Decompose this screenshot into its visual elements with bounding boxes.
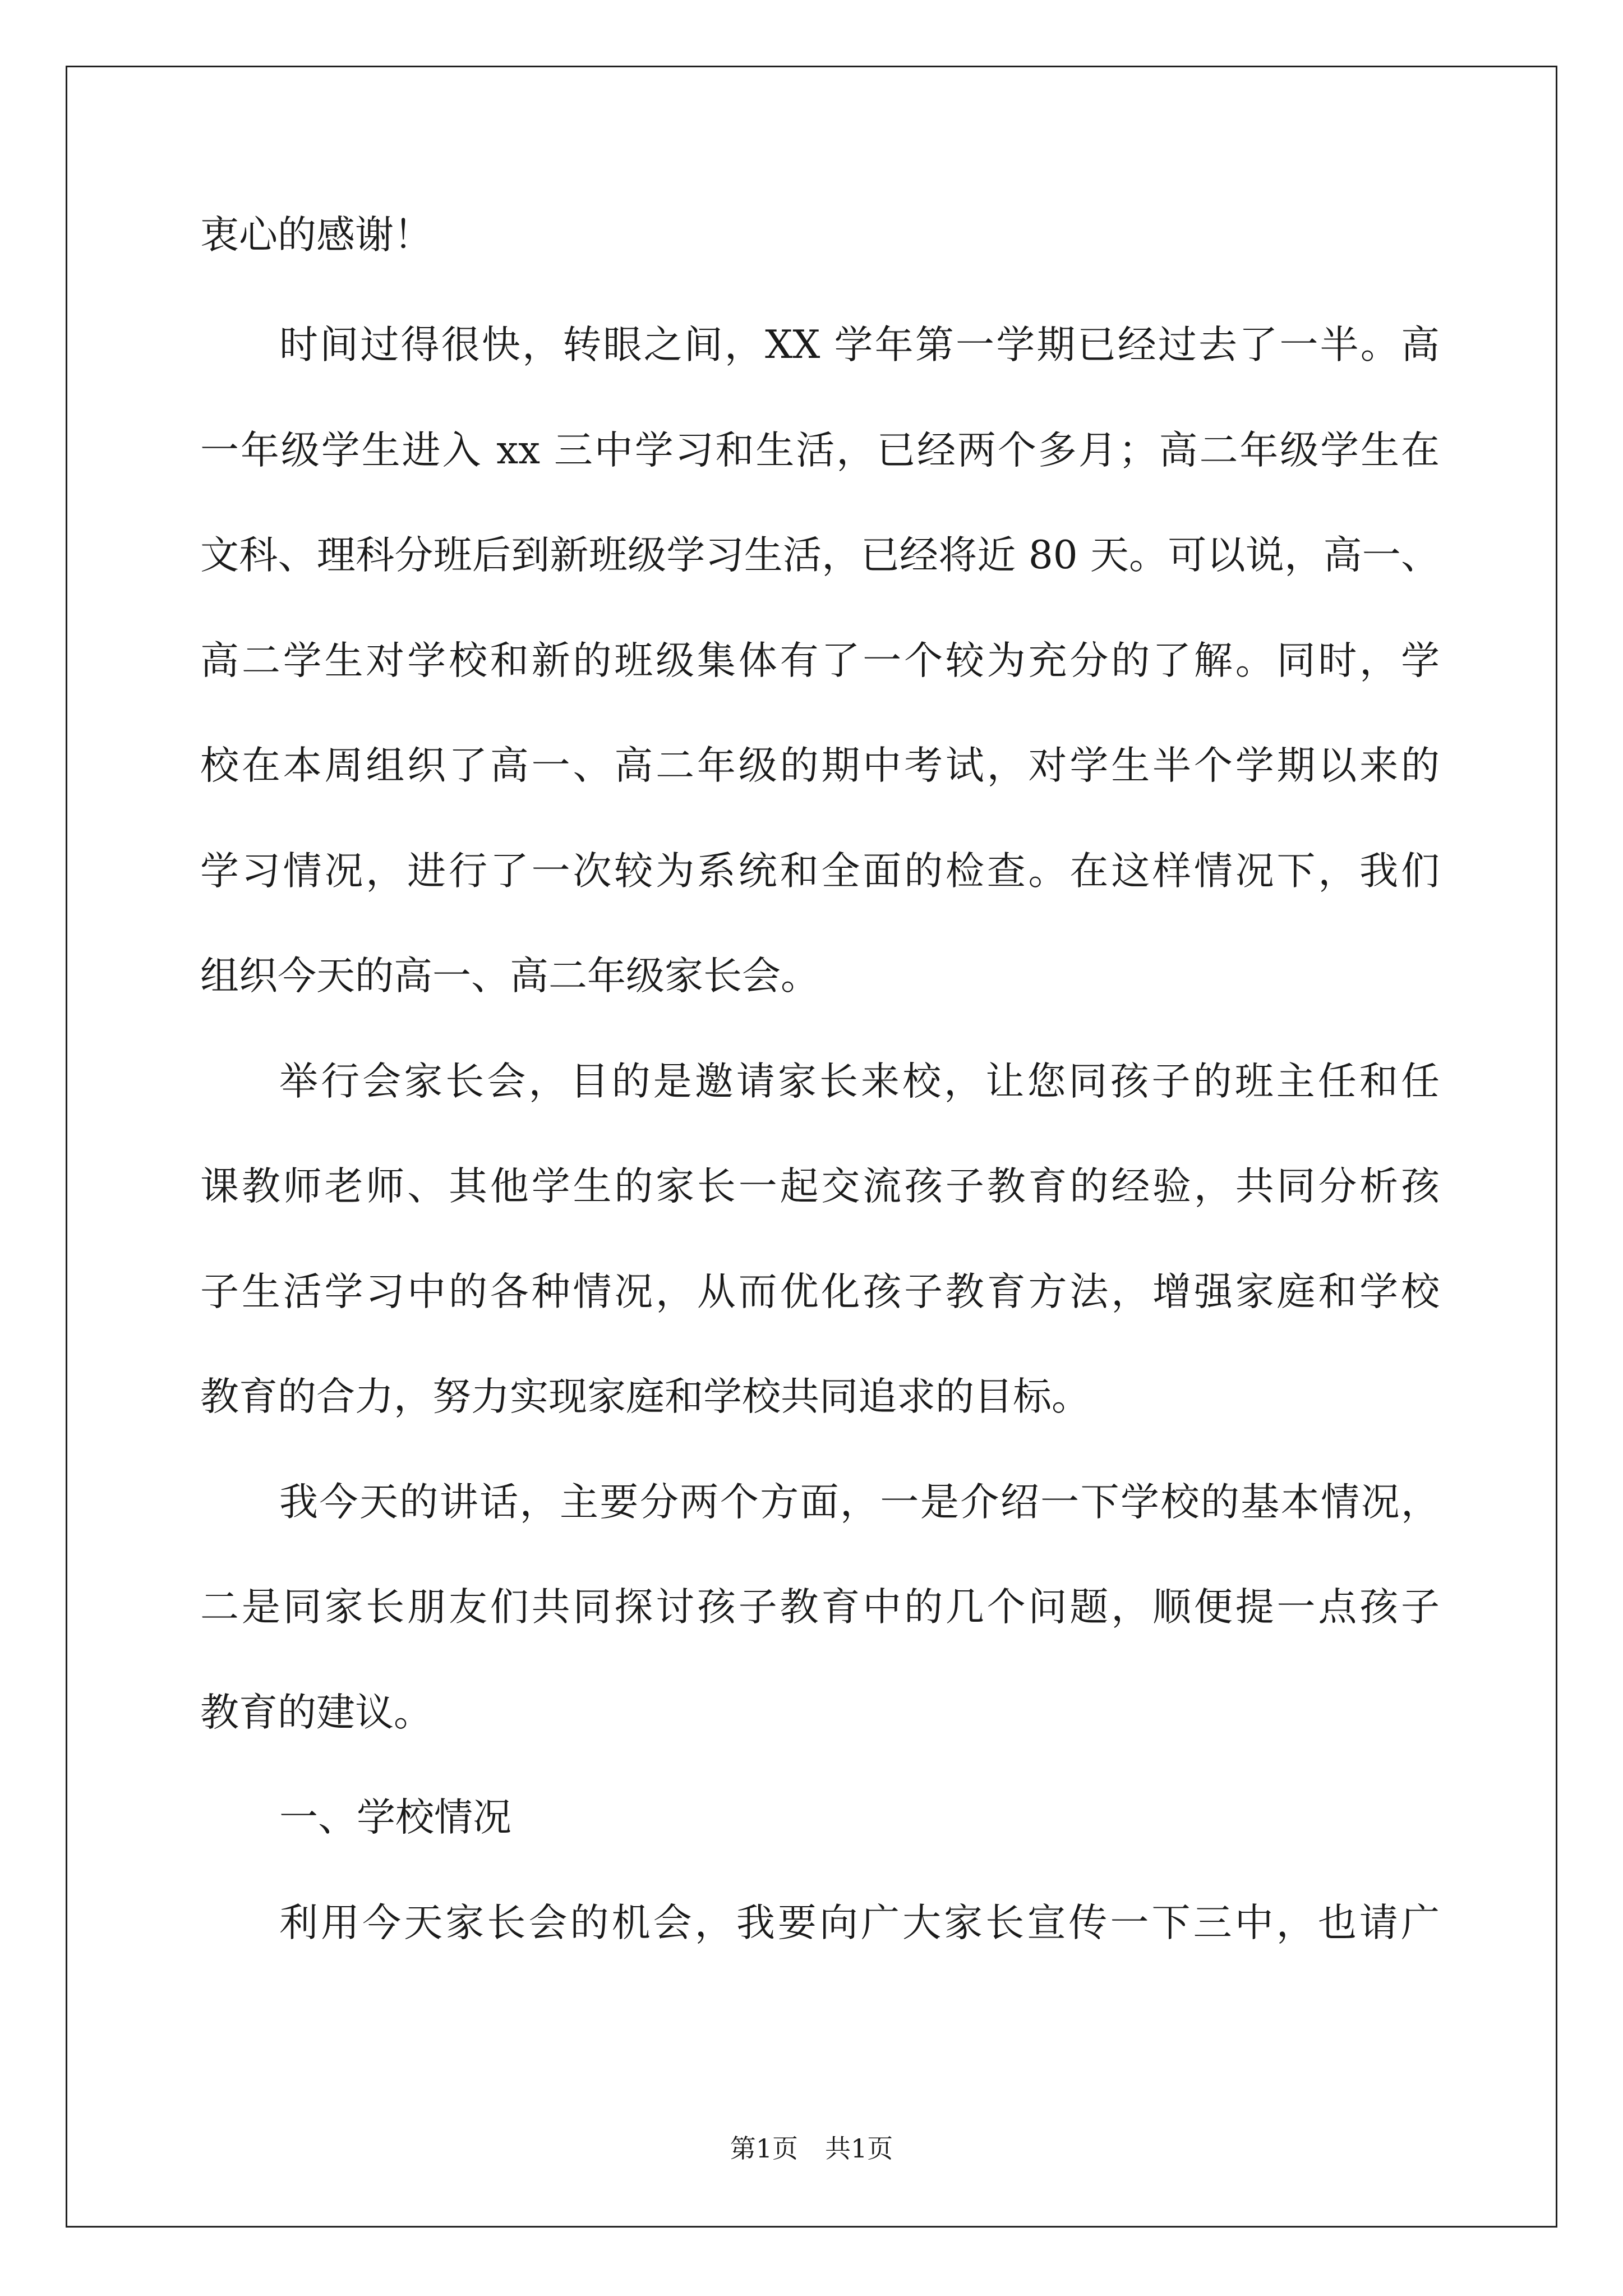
text-line: 校在本周组织了高一、高二年级的期中考试，对学生半个学期以来的	[200, 743, 1440, 788]
text-line: 子生活学习中的各种情况，从而优化孩子教育方法，增强家庭和学校	[200, 1269, 1440, 1314]
text-line: 利用今天家长会的机会，我要向广大家长宣传一下三中，也请广	[279, 1901, 1440, 1945]
text-line: 高二学生对学校和新的班级集体有了一个较为充分的了解。同时，学	[200, 638, 1440, 683]
page-total: 共1页	[825, 2133, 893, 2164]
text-line: 教育的建议。	[200, 1690, 432, 1735]
text-line: 课教师老师、其他学生的家长一起交流孩子教育的经验，共同分析孩	[200, 1164, 1440, 1209]
text-line: 一年级学生进入 xx 三中学习和生活，已经两个多月；高二年级学生在	[200, 428, 1440, 473]
page-number: 第1页	[730, 2133, 798, 2164]
text-line: 教育的合力，努力实现家庭和学校共同追求的目标。	[200, 1374, 1090, 1419]
text-line: 组织今天的高一、高二年级家长会。	[200, 954, 819, 999]
text-line: 二是同家长朋友们共同探讨孩子教育中的几个问题，顺便提一点孩子	[200, 1585, 1440, 1630]
text-line: 文科、理科分班后到新班级学习生活，已经将近 80 天。可以说，高一、	[200, 533, 1440, 578]
text-line: 衷心的感谢！	[200, 213, 432, 257]
text-line: 时间过得很快，转眼之间，XX 学年第一学期已经过去了一半。高	[279, 323, 1440, 367]
text-line: 学习情况，进行了一次较为系统和全面的检查。在这样情况下，我们	[200, 849, 1440, 894]
section-heading: 一、学校情况	[279, 1795, 511, 1840]
page-footer	[0, 2132, 1623, 2165]
text-line: 举行会家长会，目的是邀请家长来校，让您同孩子的班主任和任	[279, 1059, 1440, 1104]
text-line: 我今天的讲话，主要分两个方面，一是介绍一下学校的基本情况，	[279, 1480, 1440, 1525]
